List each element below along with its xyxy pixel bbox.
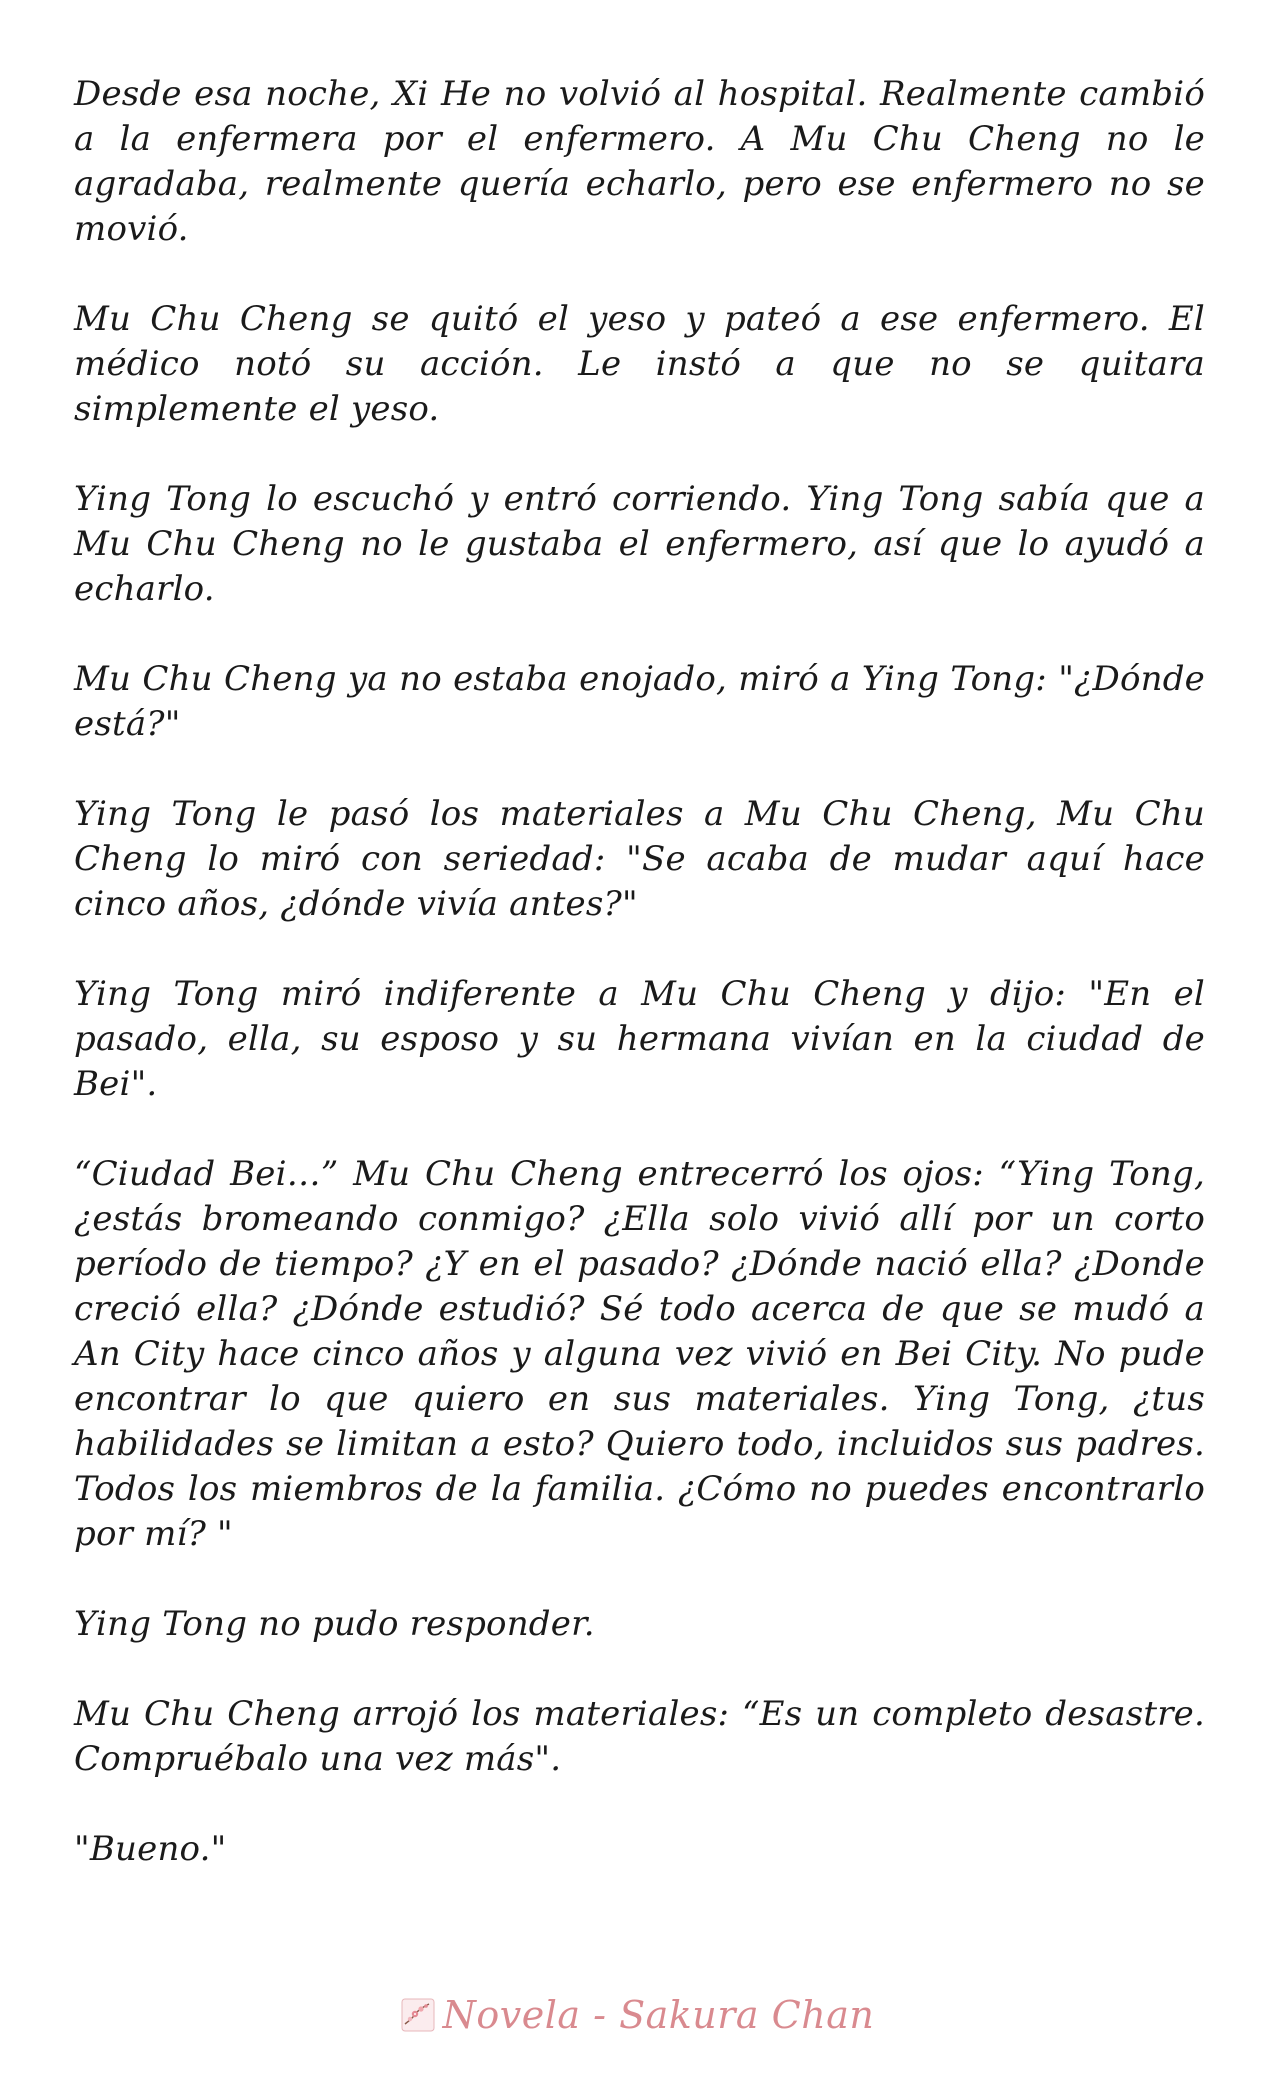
site-logo [401,1993,875,2037]
chapter-body [74,72,1205,1917]
site-name: Novela - Sakura Chan [442,1993,875,2037]
paragraph: Mu Chu Cheng arrojó los materiales: “Es un completo desastre. Compruébalo una vez más". [74,1694,1205,1779]
paragraph: Ying Tong le pasó los materiales a Mu Chu Cheng, Mu Chu Cheng lo miró con seriedad: "Se acaba de mudar aquí hace cinco años, ¿dónde vivía antes?" [74,794,1205,924]
paragraph: Ying Tong lo escuchó y entró corriendo. Ying Tong sabía que a Mu Chu Cheng no le gustaba el enfermero, así que lo ayudó a echarlo. [74,479,1205,609]
footer-watermark [0,1985,1275,2045]
paragraph: Mu Chu Cheng se quitó el yeso y pateó a ese enfermero. El médico notó su acción. Le instó a que no se quitara simplemente el yeso. [74,299,1205,429]
paragraph: “Ciudad Bei…” Mu Chu Cheng entrecerró los ojos: “Ying Tong, ¿estás bromeando conmigo? ¿Ella solo vivió allí por un corto período de tiempo? ¿Y en el pasado? ¿Dónde nació ella? ¿Donde creció ella? ¿Dónde estudió? Sé todo acerca de que se mudó a An City hace cinco años y alguna vez vivió en Bei City. No pude encontrar lo que quiero en sus materiales. Ying Tong, ¿tus habilidades se limitan a esto? Quiero todo, incluidos sus padres. Todos los miembros de la familia. ¿Cómo no puedes encontrarlo por mí? " [74,1154,1205,1554]
paragraph: Ying Tong no pudo responder. [74,1604,595,1644]
paragraph: "Bueno." [74,1829,227,1869]
paragraph: Mu Chu Cheng ya no estaba enojado, miró a Ying Tong: "¿Dónde está?" [74,659,1205,744]
paragraph: Desde esa noche, Xi He no volvió al hospital. Realmente cambió a la enfermera por el enfermero. A Mu Chu Cheng no le agradaba, realmente quería echarlo, pero ese enfermero no se movió. [74,74,1205,249]
sakura-flower-icon [401,1998,435,2032]
paragraph: Ying Tong miró indiferente a Mu Chu Cheng y dijo: "En el pasado, ella, su esposo y su hermana vivían en la ciudad de Bei". [74,974,1205,1104]
